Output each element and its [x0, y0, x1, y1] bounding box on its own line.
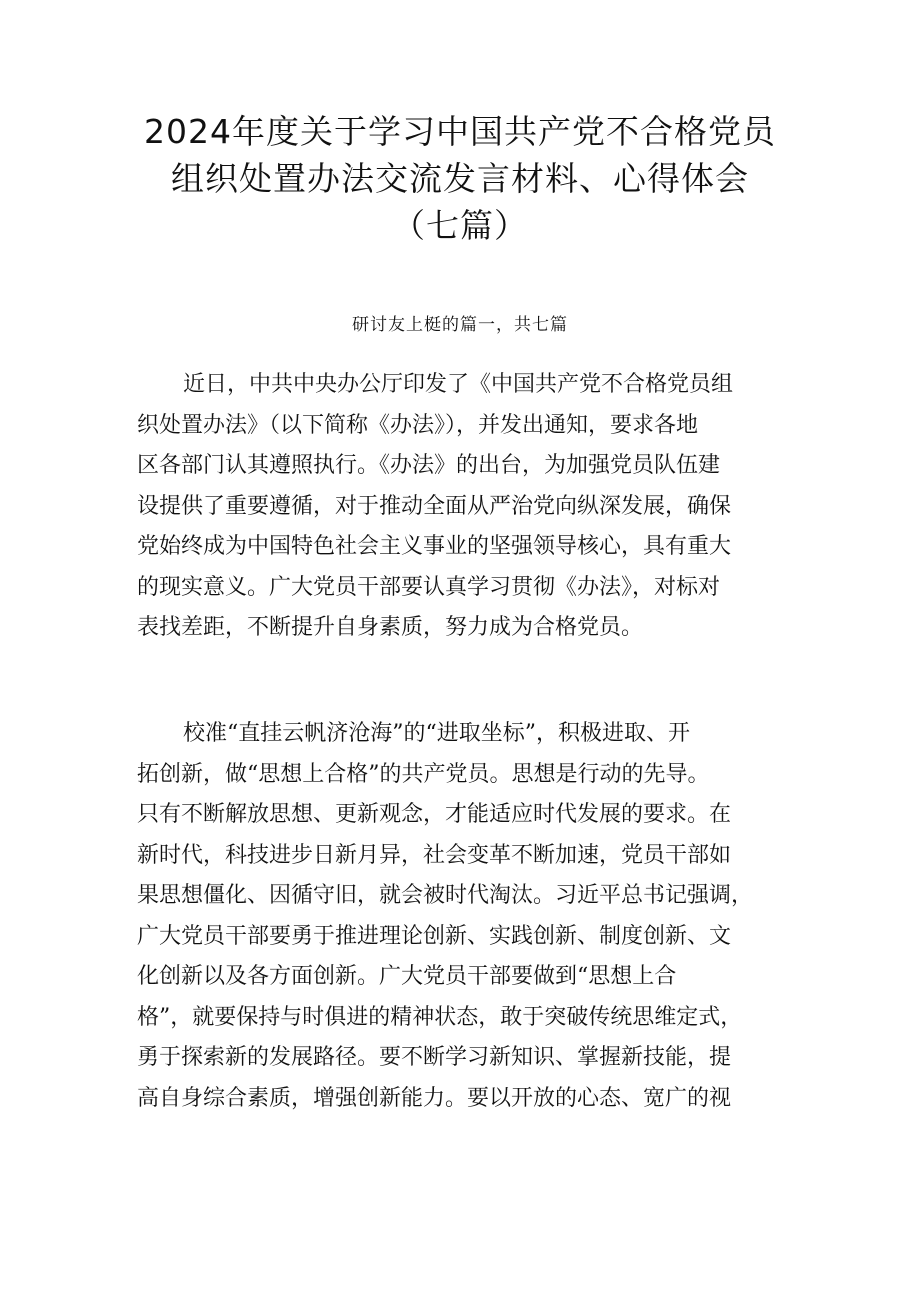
text-line: 表找差距，不断提升自身素质，努力成为合格党员。	[137, 615, 644, 640]
text-line: 格”，就要保持与时俱进的精神状态，敢于突破传统思维定式，	[137, 1004, 743, 1030]
text-line: 区各部门认其遵照执行。《办法》的出台，为加强党员队伍建	[137, 453, 721, 478]
text-line: 党始终成为中国特色社会主义事业的坚强领导核心，具有重大	[137, 534, 732, 559]
text-line: 勇于探索新的发展路径。要不断学习新知识、掌握新技能，提	[137, 1045, 732, 1070]
title-line: （七篇）	[392, 206, 528, 245]
title-line: 2024年度关于学习中国共产党不合格党员	[144, 112, 776, 151]
text-line: 化创新以及各方面创新。广大党员干部要做到“思想上合	[137, 964, 677, 989]
text-line: 校准“直挂云帆济沧海”的“进取坐标”，积极进取、开	[183, 721, 690, 746]
paragraph-2	[137, 714, 797, 1119]
text-line: 新时代，科技进步日新月异，社会变革不断加速，党员干部如	[137, 842, 732, 868]
text-line: 广大党员干部要勇于推进理论创新、实践创新、制度创新、文	[137, 923, 732, 949]
paragraph-1	[137, 365, 797, 649]
document-title	[100, 108, 820, 249]
text-line: 果思想僵化、因循守旧，就会被时代淘汰。习近平总书记强调，	[137, 883, 754, 908]
text-line: 近日，中共中央办公厅印发了《中国共产党不合格党员组	[183, 372, 734, 397]
text-line: 织处置办法》（以下简称《办法》），并发出通知，要求各地	[137, 412, 699, 438]
text-line: 拓创新，做“思想上合格”的共产党员。思想是行动的先导。	[137, 761, 710, 787]
title-line: 组织处置办法交流发言材料、心得体会	[171, 159, 749, 198]
document-subtitle: 研讨友上梃的篇一，共七篇	[352, 315, 568, 335]
text-line: 设提供了重要遵循，对于推动全面从严治党向纵深发展，确保	[137, 493, 732, 519]
text-line: 只有不断解放思想、更新观念，才能适应时代发展的要求。在	[137, 802, 732, 827]
text-line: 高自身综合素质，增强创新能力。要以开放的心态、宽广的视	[137, 1085, 732, 1111]
text-line: 的现实意义。广大党员干部要认真学习贯彻《办法》，对标对	[137, 574, 721, 600]
